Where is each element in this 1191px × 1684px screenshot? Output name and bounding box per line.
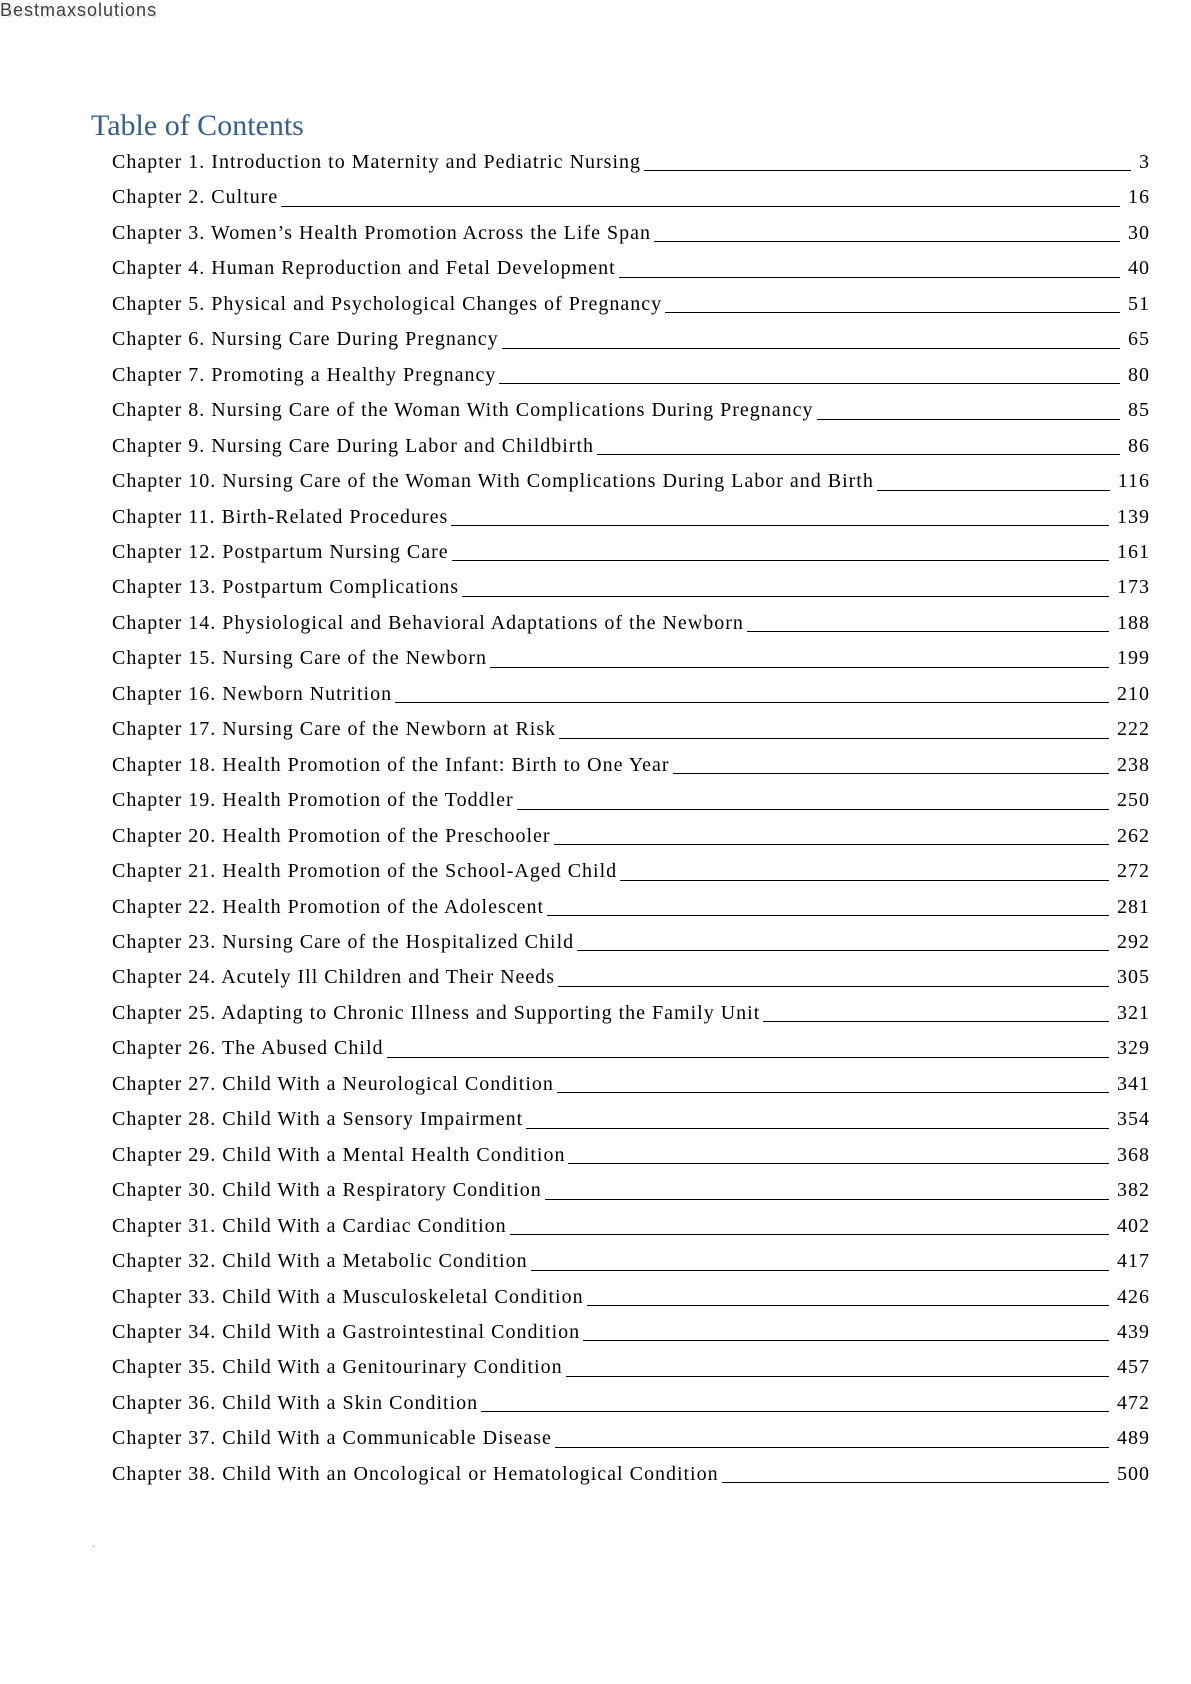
toc-entry-title: Chapter 28. Child With a Sensory Impairment [112, 1108, 524, 1131]
toc-leader-line [387, 1057, 1110, 1058]
toc-entry-page-number: 188 [1117, 611, 1150, 634]
toc-entry-title: Chapter 33. Child With a Musculoskeletal Condition [112, 1285, 584, 1308]
toc-entry[interactable] [112, 1457, 1150, 1492]
toc-leader-line [559, 738, 1109, 739]
toc-leader-line [673, 773, 1109, 774]
toc-leader-line [531, 1270, 1109, 1271]
toc-entry-title: Chapter 26. The Abused Child [112, 1037, 384, 1060]
toc-entry[interactable] [112, 1173, 1150, 1208]
toc-entry-title: Chapter 30. Child With a Respiratory Condition [112, 1179, 542, 1202]
toc-leader-line [554, 844, 1109, 845]
toc-entry[interactable] [112, 960, 1150, 995]
toc-leader-line [490, 667, 1109, 668]
toc-entry[interactable] [112, 1209, 1150, 1244]
toc-leader-line [583, 1340, 1109, 1341]
toc-leader-line [817, 419, 1120, 420]
toc-entry-title: Chapter 8. Nursing Care of the Woman With Complications During Pregnancy [112, 399, 814, 422]
toc-leader-line [763, 1021, 1109, 1022]
toc-entry-page-number: 426 [1117, 1285, 1150, 1308]
toc-entry-page-number: 472 [1117, 1391, 1150, 1414]
page-title: Table of Contents [91, 109, 304, 142]
toc-leader-line [568, 1163, 1109, 1164]
toc-leader-line [545, 1199, 1109, 1200]
toc-entry-page-number: 321 [1117, 1001, 1150, 1024]
toc-leader-line [517, 809, 1109, 810]
toc-entry-title: Chapter 34. Child With a Gastrointestinal Condition [112, 1320, 581, 1343]
toc-entry-page-number: 16 [1128, 186, 1150, 209]
toc-entry-title: Chapter 25. Adapting to Chronic Illness and Supporting the Family Unit [112, 1001, 761, 1024]
toc-entry-title: Chapter 23. Nursing Care of the Hospitalized Child [112, 930, 575, 953]
toc-leader-line [526, 1128, 1109, 1129]
toc-entry[interactable] [112, 500, 1150, 535]
toc-entry[interactable] [112, 464, 1150, 499]
toc-entry-title: Chapter 27. Child With a Neurological Condition [112, 1072, 554, 1095]
toc-entry[interactable] [112, 1031, 1150, 1066]
toc-leader-line [620, 880, 1109, 881]
toc-entry[interactable] [112, 1244, 1150, 1279]
toc-entry-title: Chapter 29. Child With a Mental Health Condition [112, 1143, 566, 1166]
toc-leader-line [747, 631, 1109, 632]
toc-entry[interactable] [112, 783, 1150, 818]
toc-entry-page-number: 272 [1117, 860, 1150, 883]
toc-entry[interactable] [112, 180, 1150, 215]
toc-leader-line [566, 1376, 1109, 1377]
toc-entry-page-number: 86 [1128, 434, 1150, 457]
toc-leader-line [587, 1305, 1109, 1306]
toc-entry-page-number: 85 [1128, 399, 1150, 422]
toc-entry-title: Chapter 13. Postpartum Complications [112, 576, 460, 599]
toc-leader-line [877, 490, 1110, 491]
toc-entry-title: Chapter 32. Child With a Metabolic Condition [112, 1250, 528, 1273]
toc-entry[interactable] [112, 925, 1150, 960]
toc-entry[interactable] [112, 1102, 1150, 1137]
toc-entry-title: Chapter 11. Birth-Related Procedures [112, 505, 449, 528]
toc-entry-title: Chapter 18. Health Promotion of the Infant: Birth to One Year [112, 753, 670, 776]
toc-entry[interactable] [112, 322, 1150, 357]
toc-entry[interactable] [112, 358, 1150, 393]
toc-leader-line [395, 702, 1109, 703]
toc-leader-line [452, 560, 1109, 561]
toc-leader-line [481, 1411, 1109, 1412]
toc-entry-title: Chapter 22. Health Promotion of the Adolescent [112, 895, 545, 918]
toc-entry[interactable] [112, 1067, 1150, 1102]
toc-entry-page-number: 238 [1117, 753, 1150, 776]
toc-entry-title: Chapter 14. Physiological and Behavioral Adaptations of the Newborn [112, 611, 744, 634]
toc-entry-title: Chapter 17. Nursing Care of the Newborn at Risk [112, 718, 557, 741]
toc-leader-line [722, 1482, 1109, 1483]
toc-entry-page-number: 139 [1117, 505, 1150, 528]
toc-entry-page-number: 439 [1117, 1320, 1150, 1343]
toc-leader-line [555, 1447, 1109, 1448]
toc-entry-title: Chapter 2. Culture [112, 186, 279, 209]
toc-entry-page-number: 341 [1117, 1072, 1150, 1095]
toc-entry[interactable] [112, 677, 1150, 712]
toc-entry[interactable] [112, 429, 1150, 464]
toc-entry[interactable] [112, 287, 1150, 322]
toc-leader-line [558, 986, 1109, 987]
toc-entry[interactable] [112, 216, 1150, 251]
toc-leader-line [281, 206, 1120, 207]
toc-entry-title: Chapter 4. Human Reproduction and Fetal Development [112, 257, 616, 280]
toc-entry[interactable] [112, 1421, 1150, 1456]
toc-leader-line [654, 241, 1120, 242]
toc-leader-line [577, 950, 1109, 951]
toc-entry-page-number: 382 [1117, 1179, 1150, 1202]
toc-entry-title: Chapter 6. Nursing Care During Pregnancy [112, 328, 499, 351]
toc-entry-page-number: 305 [1117, 966, 1150, 989]
toc-entry-page-number: 354 [1117, 1108, 1150, 1131]
toc-entry-title: Chapter 16. Newborn Nutrition [112, 682, 393, 705]
toc-entry-title: Chapter 10. Nursing Care of the Woman With Complications During Labor and Birth [112, 470, 874, 493]
toc-entry-title: Chapter 24. Acutely Ill Children and Their Needs [112, 966, 556, 989]
toc-entry-page-number: 417 [1117, 1250, 1150, 1273]
toc-entry[interactable] [112, 535, 1150, 570]
toc-entry-title: Chapter 1. Introduction to Maternity and Pediatric Nursing [112, 151, 642, 173]
toc-entry-page-number: 292 [1117, 930, 1150, 953]
toc-entry[interactable] [112, 996, 1150, 1031]
toc-entry-page-number: 281 [1117, 895, 1150, 918]
toc-entry-title: Chapter 3. Women’s Health Promotion Across the Life Span [112, 221, 651, 244]
toc-entry-title: Chapter 5. Physical and Psychological Changes of Pregnancy [112, 292, 663, 315]
toc-entry[interactable] [112, 1386, 1150, 1421]
toc-entry-page-number: 329 [1117, 1037, 1150, 1060]
toc-leader-line [502, 348, 1120, 349]
toc-leader-line [644, 170, 1131, 171]
toc-leader-line [510, 1234, 1109, 1235]
toc-leader-line [451, 525, 1109, 526]
toc-entry[interactable] [112, 748, 1150, 783]
toc-entry[interactable] [112, 1350, 1150, 1385]
toc-entry-page-number: 368 [1117, 1143, 1150, 1166]
toc-entry-title: Chapter 35. Child With a Genitourinary Condition [112, 1356, 563, 1379]
toc-entry[interactable] [112, 641, 1150, 676]
toc-entry-page-number: 3 [1139, 151, 1150, 173]
toc-leader-line [547, 915, 1109, 916]
toc-entry-page-number: 210 [1117, 682, 1150, 705]
toc-entry[interactable] [112, 1280, 1150, 1315]
toc-entry[interactable] [112, 145, 1150, 180]
toc-entry[interactable] [112, 712, 1150, 747]
toc-entry-page-number: 80 [1128, 363, 1150, 386]
toc-leader-line [499, 383, 1120, 384]
toc-entry-page-number: 222 [1117, 718, 1150, 741]
toc-entry[interactable] [112, 1138, 1150, 1173]
toc-entry-page-number: 250 [1117, 789, 1150, 812]
toc-entry[interactable] [112, 251, 1150, 286]
toc-list [112, 145, 1150, 1492]
toc-entry[interactable] [112, 393, 1150, 428]
toc-leader-line [619, 277, 1120, 278]
toc-entry-title: Chapter 31. Child With a Cardiac Condition [112, 1214, 507, 1237]
toc-entry-title: Chapter 15. Nursing Care of the Newborn [112, 647, 488, 670]
toc-leader-line [462, 596, 1109, 597]
toc-entry-title: Chapter 19. Health Promotion of the Toddler [112, 789, 514, 812]
toc-leader-line [665, 312, 1120, 313]
toc-entry[interactable] [112, 819, 1150, 854]
toc-entry-title: Chapter 7. Promoting a Healthy Pregnancy [112, 363, 497, 386]
toc-entry-page-number: 161 [1117, 540, 1150, 563]
toc-entry-page-number: 173 [1117, 576, 1150, 599]
toc-entry-title: Chapter 38. Child With an Oncological or Hematological Condition [112, 1462, 719, 1485]
toc-entry-page-number: 457 [1117, 1356, 1150, 1379]
toc-entry-title: Chapter 36. Child With a Skin Condition [112, 1391, 479, 1414]
toc-entry[interactable] [112, 890, 1150, 925]
toc-entry-page-number: 51 [1128, 292, 1150, 315]
toc-entry-page-number: 40 [1128, 257, 1150, 280]
toc-entry-title: Chapter 9. Nursing Care During Labor and Childbirth [112, 434, 595, 457]
toc-leader-line [557, 1092, 1109, 1093]
toc-entry[interactable] [112, 1315, 1150, 1350]
toc-entry-page-number: 199 [1117, 647, 1150, 670]
toc-entry-title: Chapter 20. Health Promotion of the Preschooler [112, 824, 551, 847]
toc-entry-page-number: 116 [1117, 470, 1150, 493]
toc-entry-page-number: 489 [1117, 1427, 1150, 1450]
toc-entry-title: Chapter 12. Postpartum Nursing Care [112, 540, 449, 563]
toc-entry[interactable] [112, 570, 1150, 605]
toc-entry-page-number: 402 [1117, 1214, 1150, 1237]
watermark: Bestmaxsolutions [0, 0, 158, 20]
toc-entry-page-number: 65 [1128, 328, 1150, 351]
toc-entry[interactable] [112, 854, 1150, 889]
toc-entry[interactable] [112, 606, 1150, 641]
toc-entry-title: Chapter 21. Health Promotion of the School-Aged Child [112, 860, 618, 883]
toc-entry-title: Chapter 37. Child With a Communicable Disease [112, 1427, 552, 1450]
footer-mark: . [92, 1536, 95, 1550]
toc-entry-page-number: 262 [1117, 824, 1150, 847]
toc-entry-page-number: 500 [1117, 1462, 1150, 1485]
toc-leader-line [597, 454, 1120, 455]
toc-entry-page-number: 30 [1128, 221, 1150, 244]
